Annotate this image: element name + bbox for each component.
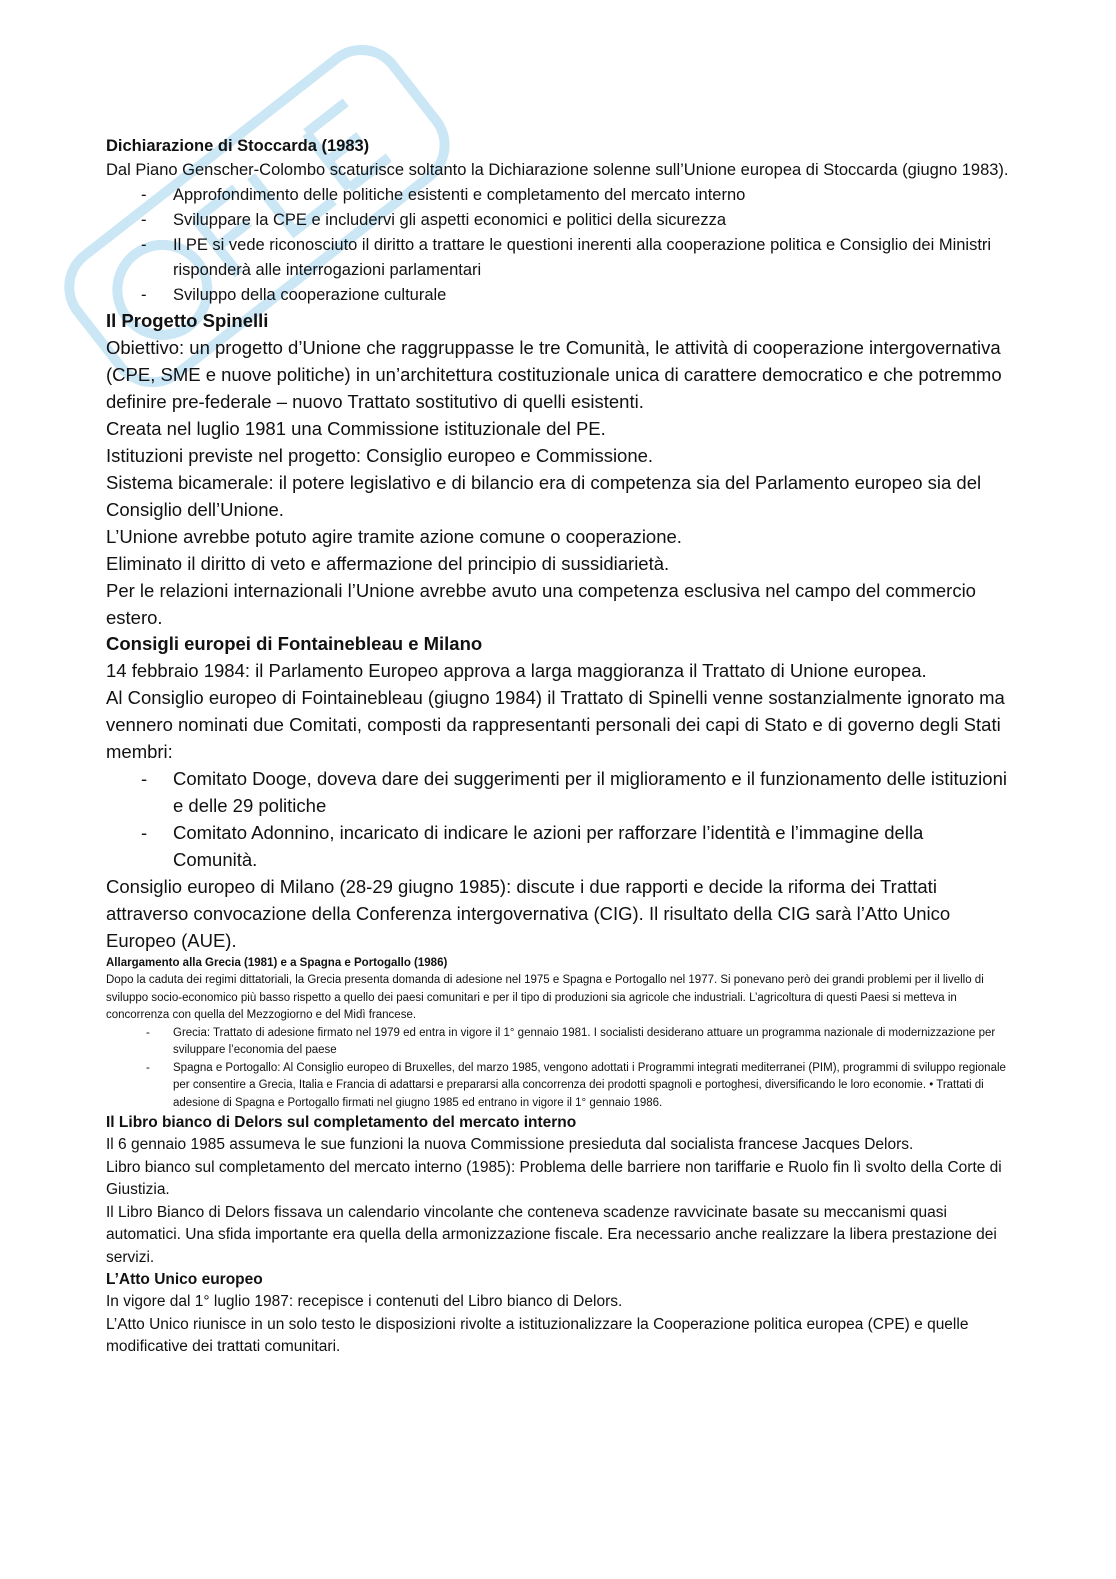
dash-marker: - (141, 211, 147, 229)
paragraph: In vigore dal 1° luglio 1987: recepisce i contenuti del Libro bianco di Delors. (106, 1293, 623, 1310)
paragraph: Consiglio europeo di Milano (28-29 giugno 1985): discute i due rapporti e decide la riforma dei Trattati attraverso convocazione della Conferenza intergovernativa (CIG). Il risultato della CIG sarà l’Atto Unico Europeo (AUE). (106, 876, 951, 951)
section-delors (106, 1112, 1011, 1269)
list-item-text: Sviluppare la CPE e includervi gli aspetti economici e politici della sicurezza (173, 211, 727, 229)
bullet-list (106, 183, 1011, 308)
list-item (106, 283, 1011, 308)
dash-marker: - (141, 286, 147, 304)
heading-atto-unico: L’Atto Unico europeo (106, 1271, 263, 1288)
heading-allargamento: Allargamento alla Grecia (1981) e a Spagna e Portogallo (1986) (106, 957, 448, 969)
paragraph: L’Unione avrebbe potuto agire tramite azione comune o cooperazione. (106, 526, 682, 547)
paragraph: Dal Piano Genscher-Colombo scaturisce soltanto la Dichiarazione solenne sull’Unione europea di Stoccarda (giugno 1983). (106, 161, 1009, 179)
dash-marker: - (141, 822, 148, 843)
paragraph: Eliminato il diritto di veto e affermazione del principio di sussidiarietà. (106, 553, 670, 574)
list-item (106, 233, 1011, 283)
list-item-text: Comitato Adonnino, incaricato di indicare le azioni per rafforzare l’identità e l’immagine della Comunità. (173, 822, 924, 870)
list-item-text: Sviluppo della cooperazione culturale (173, 286, 447, 304)
list-item (106, 208, 1011, 233)
list-item-text: Grecia: Trattato di adesione firmato nel 1979 ed entra in vigore il 1° gennaio 1981. I socialisti desiderano attuare un programma nazionale di modernizzazione per sviluppare l’economia del paese (173, 1026, 996, 1056)
paragraph: L’Atto Unico riunisce in un solo testo le disposizioni rivolte a istituzionalizzare la Cooperazione politica europea (CPE) e quelle modificative dei trattati comunitari. (106, 1315, 969, 1355)
section-stoccarda (106, 134, 1011, 308)
dash-marker: - (141, 186, 147, 204)
paragraph: Al Consiglio europeo di Fointainebleau (giugno 1984) il Trattato di Spinelli venne sostanzialmente ignorato ma vennero nominati due Comitati, composti da rappresentanti personali dei capi di Stato e di governo degli Stati membri: (106, 687, 1005, 762)
list-item-text: Il PE si vede riconosciuto il diritto a trattare le questioni inerenti alla cooperazione politica e Consiglio dei Ministri risponderà alle interrogazioni parlamentari (173, 236, 992, 279)
list-item-text: Approfondimento delle politiche esistenti e completamento del mercato interno (173, 186, 746, 204)
paragraph: Creata nel luglio 1981 una Commissione istituzionale del PE. (106, 418, 606, 439)
section-spinelli (106, 308, 1011, 631)
list-item-text: Spagna e Portogallo: Al Consiglio europeo di Bruxelles, del marzo 1985, vengono adottati i Programmi integrati mediterranei (PIM), programmi di sviluppo regionale per consentire a Grecia, Italia e Francia di adattarsi e prepararsi alla concorrenza dei prodotti spagnoli e portoghesi, diversificando le loro economie. • Trattati di adesione di Spagna e Portogallo firmati nel giugno 1985 ed entrano in vigore il 1° gennaio 1986. (173, 1061, 1006, 1109)
list-item (106, 819, 1011, 873)
paragraph: Sistema bicamerale: il potere legislativo e di bilancio era di competenza sia del Parlamento europeo sia del Consiglio dell’Unione. (106, 472, 982, 520)
section-fontainebleau (106, 631, 1011, 954)
paragraph: Libro bianco sul completamento del mercato interno (1985): Problema delle barriere non tariffarie e Ruolo fin lì svolto della Corte di Giustizia. (106, 1158, 1002, 1198)
paragraph: Il Libro Bianco di Delors fissava un calendario vincolante che conteneva scadenze ravvicinate basate su meccanismi quasi automatici. Una sfida importante era quella della armonizzazione fiscale. Era necessario anche realizzare la libera prestazione dei servizi. (106, 1203, 997, 1266)
heading-spinelli: Il Progetto Spinelli (106, 310, 269, 331)
list-item (106, 765, 1011, 819)
dash-marker: - (141, 236, 147, 254)
heading-delors: Il Libro bianco di Delors sul completamento del mercato interno (106, 1114, 577, 1131)
list-item (106, 1025, 1011, 1060)
list-item (106, 1060, 1011, 1113)
paragraph: Istituzioni previste nel progetto: Consiglio europeo e Commissione. (106, 445, 654, 466)
bullet-list (106, 1025, 1011, 1113)
heading-stoccarda: Dichiarazione di Stoccarda (1983) (106, 137, 370, 155)
document-page (106, 134, 1011, 1359)
paragraph: Per le relazioni internazionali l’Unione avrebbe avuto una competenza esclusiva nel campo del commercio estero. (106, 580, 976, 628)
bullet-list (106, 765, 1011, 873)
list-item (106, 183, 1011, 208)
dash-marker: - (146, 1026, 150, 1039)
section-atto-unico (106, 1269, 1011, 1359)
list-item-text: Comitato Dooge, doveva dare dei suggerimenti per il miglioramento e il funzionamento delle istituzioni e delle 29 politiche (173, 768, 1007, 816)
heading-fontainebleau: Consigli europei di Fontainebleau e Milano (106, 633, 483, 654)
paragraph: Obiettivo: un progetto d’Unione che raggruppasse le tre Comunità, le attività di cooperazione intergovernativa (CPE, SME e nuove politiche) in un’architettura costituzionale unica di carattere democratico e che potremmo definire pre-federale – nuovo Trattato sostitutivo di quelli esistenti. (106, 337, 1002, 412)
dash-marker: - (141, 768, 148, 789)
paragraph: Il 6 gennaio 1985 assumeva le sue funzioni la nuova Commissione presieduta dal socialista francese Jacques Delors. (106, 1136, 914, 1153)
dash-marker: - (146, 1061, 150, 1074)
section-allargamento (106, 954, 1011, 1112)
paragraph: Dopo la caduta dei regimi dittatoriali, la Grecia presenta domanda di adesione nel 1975 e Spagna e Portogallo nel 1977. Si ponevano però dei grandi problemi per il livello di sviluppo socio-economico più basso rispetto a quello dei paesi comunitari e per il tipo di produzioni sia agricole che industriali. L’agricoltura di questi Paesi si metteva in concorrenza con quella del Mezzogiorno e del Midì francese. (106, 974, 984, 1021)
paragraph: 14 febbraio 1984: il Parlamento Europeo approva a larga maggioranza il Trattato di Unione europea. (106, 660, 927, 681)
